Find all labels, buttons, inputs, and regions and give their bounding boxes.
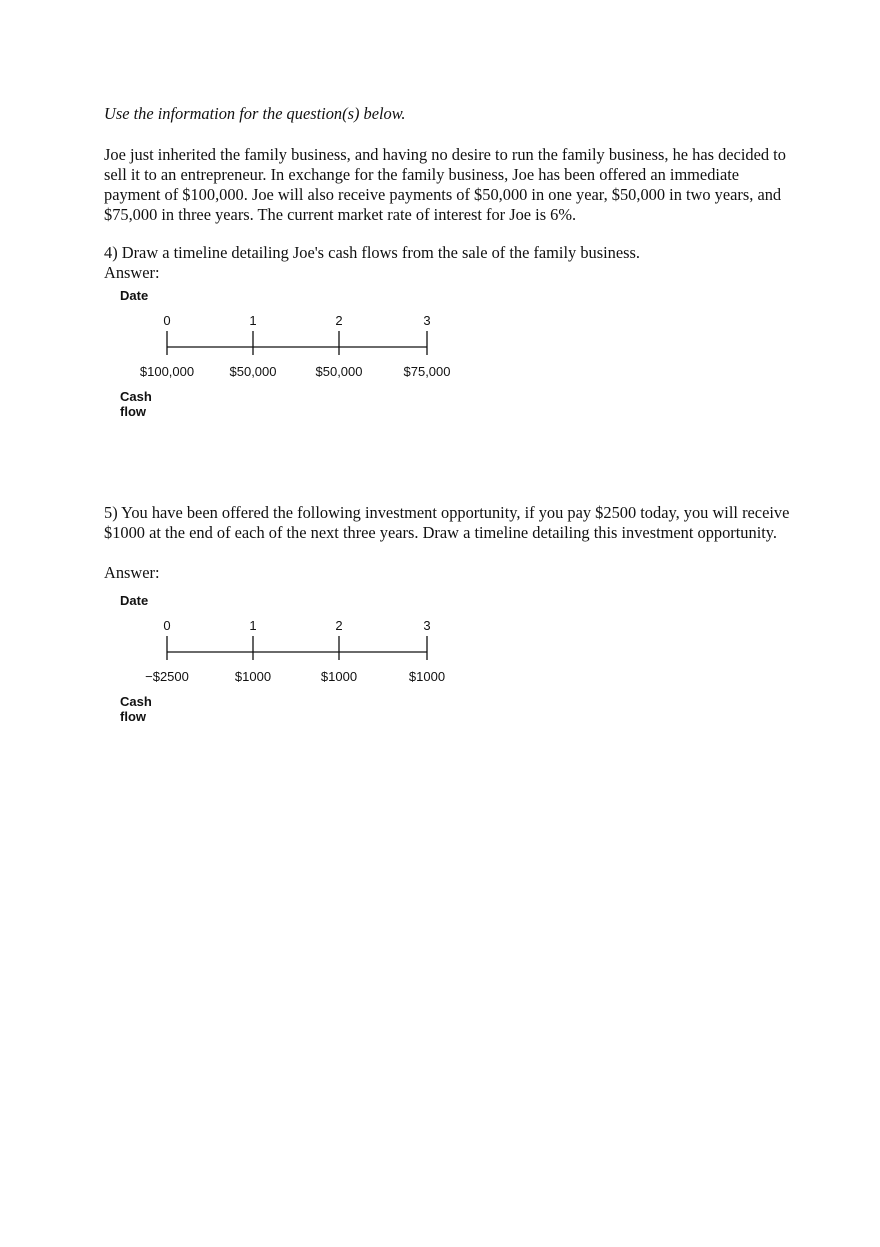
timeline-q4 — [104, 283, 504, 433]
cash-flow-value: $75,000 — [403, 364, 451, 379]
cash-flow-value: $1000 — [320, 669, 358, 684]
answer-label-5: Answer: — [104, 563, 160, 582]
date-label: Date — [120, 593, 149, 608]
date-label: Date — [120, 288, 149, 303]
period-label: 2 — [335, 618, 343, 633]
cash-flow-value: $1000 — [234, 669, 272, 684]
period-label: 2 — [335, 313, 343, 328]
cash-flow-value: $50,000 — [229, 364, 277, 379]
instructions: Use the information for the question(s) below. — [104, 104, 406, 123]
period-label: 1 — [249, 313, 257, 328]
period-label: 0 — [163, 313, 171, 328]
question-4: 4) Draw a timeline detailing Joe's cash flows from the sale of the family business. — [104, 243, 640, 262]
question-5: 5) You have been offered the following investment opportunity, if you pay $2500 today, you will receive $1000 at the end of each of the next three years. Draw a timeline detailing this investment opportunity. — [104, 503, 790, 542]
cash-flow-value: −$2500 — [145, 669, 189, 684]
cash-flow-label: Cash flow — [120, 694, 152, 724]
timeline-q5 — [104, 588, 504, 738]
cash-flow-value: $1000 — [408, 669, 446, 684]
period-label: 0 — [163, 618, 171, 633]
cash-flow-label: Cash flow — [120, 389, 152, 419]
question-context: Joe just inherited the family business, and having no desire to run the family business, he has decided to sell it to an entrepreneur. In exchange for the family business, Joe has been offered an immediate payment of $100,000. Joe will also receive payments of $50,000 in one year, $50,000 in two years, and $75,000 in three years. The current market rate of interest for Joe is 6%. — [104, 145, 786, 224]
cash-flow-value: $100,000 — [139, 364, 195, 379]
answer-label-4: Answer: — [104, 263, 160, 282]
period-label: 3 — [423, 618, 431, 633]
period-label: 3 — [423, 313, 431, 328]
cash-flow-value: $50,000 — [315, 364, 363, 379]
period-label: 1 — [249, 618, 257, 633]
